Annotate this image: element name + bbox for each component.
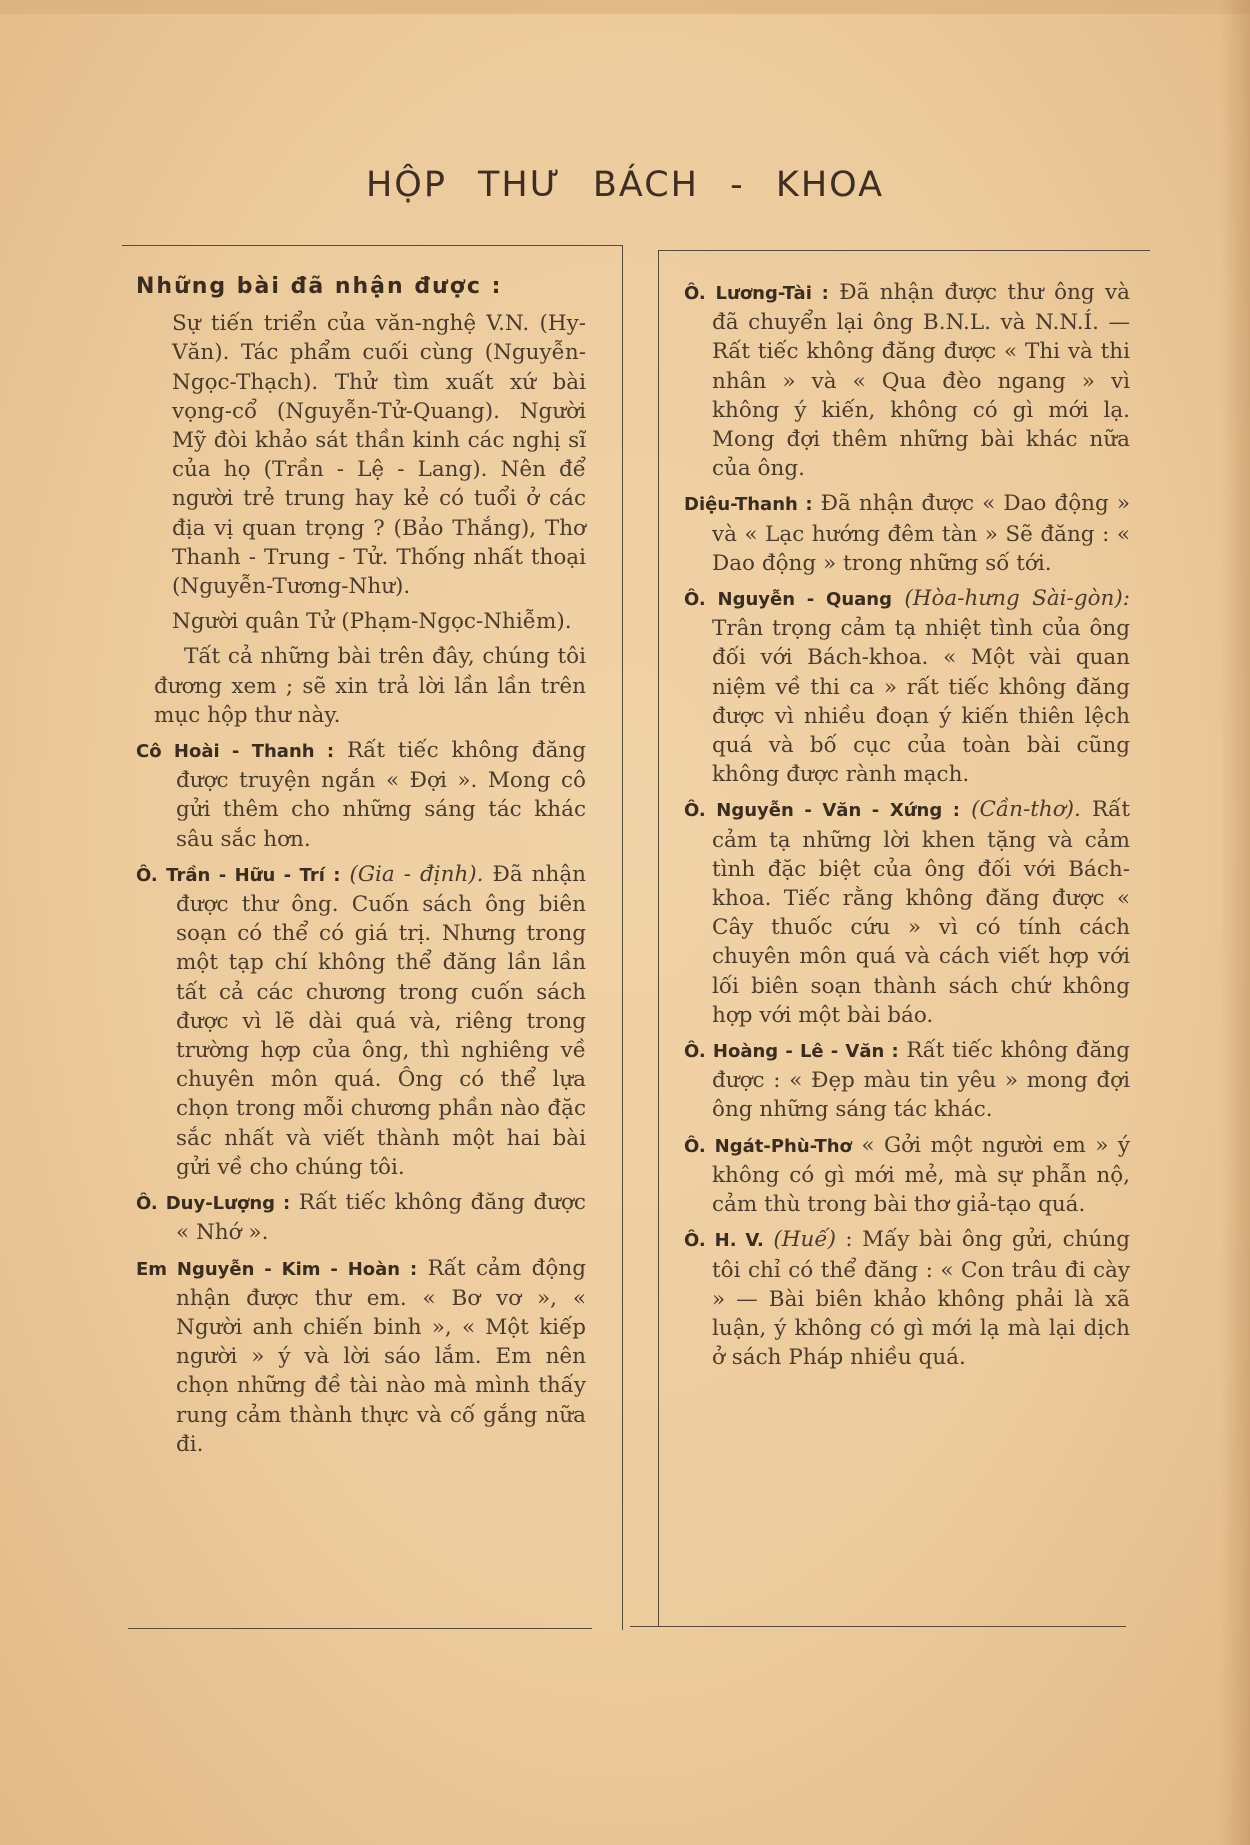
reply-text: Rất tiếc không đăng được : « Đẹp màu tin yêu » mong đợi ông những sáng tác khác.: [712, 1038, 1130, 1123]
reply-text: Rất tiếc không đăng được truyện ngắn « Đợi ». Mong cô gửi thêm cho những sáng tác khác sâu sắc hơn.: [176, 738, 586, 852]
reply-text: Rất cảm động nhận được thư em. « Bơ vơ », « Người anh chiến binh », « Một kiếp người » ý và lời sáo lắm. Em nên chọn những đề tài nào mà mình thấy rung cảm thành thực và cố gắng nữa đi.: [176, 1255, 586, 1457]
reply-text: Đã nhận được « Dao động » và « Lạc hướng đêm tàn » Sẽ đăng : « Dao động » trong những số tới.: [712, 491, 1130, 576]
reply-item: [136, 736, 586, 854]
right-column: [684, 278, 1130, 1378]
reply-text: « Gởi một người em » ý không có gì mới mẻ, mà sự phẫn nộ, cảm thù trong bài thơ giả-tạo quá.: [712, 1132, 1130, 1218]
reply-text: Rất cảm tạ những lời khen tặng và cảm tình đặc biệt của ông đối với Bách-khoa. Tiếc rằng không đăng được « Cây thuốc cứu » vì có tính cách chuyên môn quá và cách viết hợp với lối biên soạn thành sách chứ không hợp với một bài báo.: [712, 797, 1130, 1028]
reply-recipient: Ô. Trần - Hữu - Trí :: [136, 864, 341, 886]
paper-edge-right: [1220, 0, 1250, 1845]
reply-item: [136, 1188, 586, 1247]
reply-recipient: Ô. Ngát-Phù-Thơ: [684, 1135, 852, 1157]
reply-place: (Huế): [763, 1227, 836, 1253]
reply-item: [684, 1131, 1130, 1220]
reply-recipient: Cô Hoài - Thanh :: [136, 741, 335, 763]
reply-item: [136, 860, 586, 1182]
reply-recipient: Em Nguyễn - Kim - Hoàn :: [136, 1258, 418, 1280]
reply-place: (Gia - định).: [349, 861, 484, 887]
reply-recipient: Ô. Nguyễn - Quang: [684, 589, 892, 611]
left-column: [136, 272, 586, 1465]
reply-item: [684, 278, 1130, 483]
right-column-rule: [658, 250, 659, 1626]
reply-recipient: Ô. Nguyễn - Văn - Xứng :: [684, 800, 960, 822]
all-received-note: Tất cả những bài trên đây, chúng tôi đương xem ; sẽ xin trả lời lần lần trên mục hộp thư này.: [154, 644, 586, 728]
reply-place: (Cần-thơ).: [959, 797, 1081, 823]
left-column-rule: [622, 245, 623, 1630]
right-top-rule: [658, 250, 1150, 251]
reply-recipient: Ô. H. V.: [684, 1230, 764, 1252]
reply-item: [684, 489, 1130, 578]
left-bottom-rule: [128, 1628, 592, 1629]
reply-recipient: Ô. Duy-Lượng :: [136, 1193, 291, 1215]
reply-text: Trân trọng cảm tạ nhiệt tình của ông đối với Bách-khoa. « Một vài quan niệm về thi ca » rất tiếc không đăng được vì nhiều đoạn ý kiến thiên lệch quá và bố cục của toàn bài cũng không được rành mạch.: [712, 616, 1130, 788]
reply-text: Đã nhận được thư ông. Cuốn sách ông biên soạn có thể có giá trị. Nhưng trong một tạp chí không thể đăng lần lần tất cả các chương trong cuốn sách được vì lẽ dài quá và, riêng trong trường hợp của ông, thì nghiêng về chuyên môn quá. Ông có thể lựa chọn trong mỗi chương phần nào đặc sắc nhất và viết thành một hai bài gửi về cho chúng tôi.: [176, 861, 586, 1180]
reply-item: [684, 584, 1130, 789]
left-top-rule: [122, 245, 622, 246]
received-list: Sự tiến triển của văn-nghệ V.N. (Hy-Văn). Tác phẩm cuối cùng (Nguyễn-Ngọc-Thạch). Thử tìm xuất xứ bài vọng-cổ (Nguyễn-Tử-Quang). Người Mỹ đòi khảo sát thần kinh các nghị sĩ của họ (Trần - Lệ - Lang). Nên để người trẻ trung hay kẻ có tuổi ở các địa vị quan trọng ? (Bảo Thắng), Thơ Thanh - Trung - Tử. Thống nhất thoại (Nguyễn-Tương-Như).: [172, 311, 586, 600]
reply-text: Đã nhận được thư ông và đã chuyển lại ông B.N.L. và N.N.Í. — Rất tiếc không đăng được « Thi và thi nhân » và « Qua đèo ngang » vì không ý kiến, không có gì mới lạ. Mong đợi thêm những bài khác nữa của ông.: [712, 280, 1130, 482]
reply-text: : Mấy bài ông gửi, chúng tôi chỉ có thể đăng : « Con trâu đi cày » — Bài biên khảo không phải là xã luận, ý không có gì mới lạ mà lại dịch ở sách Pháp nhiều quá.: [712, 1227, 1131, 1371]
received-list-2: Người quân Tử (Phạm-Ngọc-Nhiễm).: [172, 609, 572, 635]
reply-item: [136, 1254, 586, 1459]
reply-recipient: Diệu-Thanh :: [684, 494, 813, 516]
reply-text: Rất tiếc không đăng được « Nhớ ».: [176, 1190, 586, 1246]
reply-item: [684, 1036, 1130, 1125]
reply-recipient: Ô. Lương-Tài :: [684, 283, 829, 304]
reply-place: (Hòa-hưng Sài-gòn):: [892, 586, 1131, 612]
page-title: HỘP THƯ BÁCH - KHOA: [365, 165, 885, 205]
right-bottom-rule: [630, 1626, 1126, 1627]
reply-recipient: Ô. Hoàng - Lê - Văn :: [684, 1041, 899, 1063]
reply-item: [684, 1225, 1130, 1372]
reply-item: [684, 795, 1130, 1030]
received-heading: Những bài đã nhận được :: [136, 274, 503, 299]
paper-edge-top: [0, 0, 1250, 14]
